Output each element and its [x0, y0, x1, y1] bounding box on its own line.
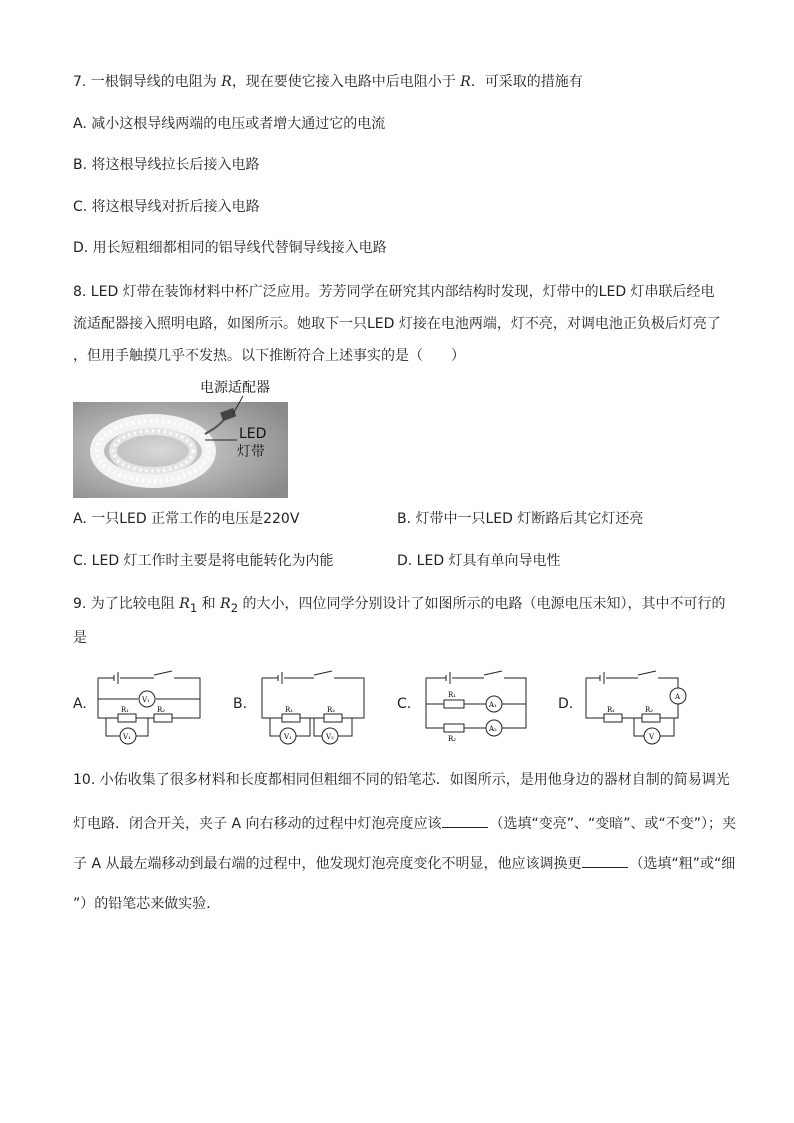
q8-line-3: ，但用手触摸几乎不发热。以下推断符合上述事实的是（ ） — [73, 348, 465, 364]
strip-label: 灯带 — [237, 444, 265, 460]
svg-text:R₁: R₁ — [607, 706, 616, 714]
circuit-b-label: B. — [233, 696, 248, 712]
svg-text:V₁: V₁ — [284, 733, 292, 741]
answer-blank-2[interactable] — [582, 853, 628, 868]
led-label: LED — [239, 426, 267, 442]
led-strip-photo — [73, 376, 373, 498]
q7-stem: 7. 一根铜导线的电阻为 R，现在要使它接入电路中后电阻小于 R．可采取的措施有 — [73, 74, 583, 90]
circuit-b — [254, 662, 374, 746]
q8-line-2: 流适配器接入照明电路，如图所示。她取下一只LED 灯接在电池两端，灯不亮，对调电池正负极后灯亮了 — [73, 316, 721, 332]
svg-text:R₁: R₁ — [285, 706, 294, 714]
q8-option-b: B. 灯带中一只LED 灯断路后其它灯还亮 — [397, 511, 644, 527]
q10-line-4: ”）的铅笔芯来做实验． — [73, 896, 221, 912]
svg-text:A₂: A₂ — [489, 725, 497, 733]
svg-text:V₁: V₁ — [142, 696, 150, 704]
svg-text:R₂: R₂ — [327, 706, 336, 714]
q8-option-c: C. LED 灯工作时主要是将电能转化为内能 — [73, 553, 334, 569]
circuit-c-label: C. — [397, 696, 412, 712]
q7-option-d: D. 用长短粗细都相同的铝导线代替铜导线接入电路 — [73, 240, 387, 256]
q7-option-c: C. 将这根导线对折后接入电路 — [73, 199, 260, 215]
q7-option-b: B. 将这根导线拉长后接入电路 — [73, 157, 260, 173]
svg-text:R₂: R₂ — [157, 706, 166, 714]
svg-text:V₂: V₂ — [326, 733, 334, 741]
svg-text:R₁: R₁ — [121, 706, 130, 714]
q10-line-3: 子 A 从最左端移动到最右端的过程中，他发现灯泡亮度变化不明显，他应该调换更 （选填“粗”或“细 — [73, 853, 735, 874]
svg-text:A: A — [675, 693, 681, 701]
q9-stem: 9. 为了比较电阻 $R_1$ 和 $R_2$ 的大小，四位同学分别设计了如图所示的电路（电源电压未知），其中不可行的 — [73, 596, 726, 615]
circuit-d-label: D. — [558, 696, 574, 712]
svg-text:R₁: R₁ — [448, 691, 457, 699]
svg-text:A₁: A₁ — [489, 701, 497, 709]
led-strip-figure — [73, 376, 373, 498]
adapter-label: 电源适配器 — [200, 380, 270, 396]
circuit-a-label: A. — [73, 696, 87, 712]
circuit-c — [418, 662, 538, 746]
svg-text:V: V — [649, 733, 655, 741]
q10-line-1: 10. 小佑收集了很多材料和长度都相同但粗细不同的铅笔芯．如图所示，是用他身边的器材自制的简易调光 — [73, 772, 730, 788]
q9-stem-line-2: 是 — [73, 630, 87, 646]
q8-option-d: D. LED 灯具有单向导电性 — [397, 553, 561, 569]
q8-line-1: 8. LED 灯带在装饰材料中杯广泛应用。芳芳同学在研究其内部结构时发现，灯带中的LED 灯串联后经电 — [73, 284, 715, 300]
circuit-d — [578, 662, 698, 746]
svg-text:R₂: R₂ — [448, 735, 457, 743]
circuit-a — [92, 662, 212, 746]
answer-blank-1[interactable] — [442, 813, 488, 828]
q10-line-2: 灯电路．闭合开关，夹子 A 向右移动的过程中灯泡亮度应该 （选填“变亮”、“变暗”、或“不变”）；夹 — [73, 813, 736, 834]
q8-option-a: A. 一只LED 正常工作的电压是220V — [73, 511, 300, 527]
svg-text:V₁: V₁ — [123, 733, 131, 741]
q7-option-a: A. 减小这根导线两端的电压或者增大通过它的电流 — [73, 116, 386, 132]
svg-text:R₂: R₂ — [645, 706, 654, 714]
